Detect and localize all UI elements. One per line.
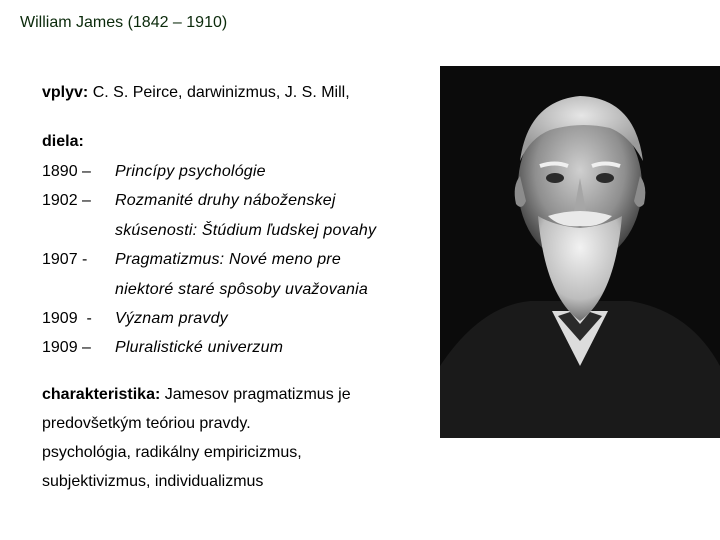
work-row (42, 220, 422, 249)
works-label: diela: (42, 133, 84, 150)
work-row (42, 249, 422, 278)
work-row (42, 279, 422, 308)
work-title: Význam pravdy (115, 309, 228, 327)
characteristics-text: Jamesov pragmatizmus je predovšetkým teóriou pravdy. (42, 386, 351, 432)
influence-line (42, 84, 350, 102)
characteristics-keywords: psychológia, radikálny empiricizmus, subjektivizmus, individualizmus (42, 444, 302, 490)
works-list (42, 161, 422, 367)
work-year: 1890 – (42, 163, 91, 180)
characteristics-label: charakteristika: (42, 386, 161, 403)
influence-text: C. S. Peirce, darwinizmus, J. S. Mill, (88, 84, 350, 101)
work-title: niektoré staré spôsoby uvažovania (115, 280, 368, 298)
work-row (42, 161, 422, 190)
work-row (42, 337, 422, 366)
work-title: Rozmanité druhy náboženskej (115, 192, 336, 210)
work-row (42, 190, 422, 219)
influence-label: vplyv: (42, 84, 89, 101)
work-year: 1907 - (42, 251, 88, 269)
work-title: Pragmatizmus: Nové meno pre (115, 251, 341, 269)
work-year (42, 220, 115, 249)
work-year: 1902 – (42, 192, 91, 210)
work-year: 1909 – (42, 339, 91, 357)
portrait-photo (440, 66, 720, 438)
portrait-icon (440, 66, 720, 438)
characteristics-block (42, 380, 412, 496)
work-year: 1909 - (42, 309, 92, 327)
work-row (42, 308, 422, 337)
work-year (42, 279, 115, 308)
work-title: skúsenosti: Štúdium ľudskej povahy (115, 221, 377, 239)
work-title: Princípy psychológie (115, 163, 266, 180)
slide-title: William James (1842 – 1910) (20, 14, 228, 31)
work-title: Pluralistické univerzum (115, 339, 284, 357)
